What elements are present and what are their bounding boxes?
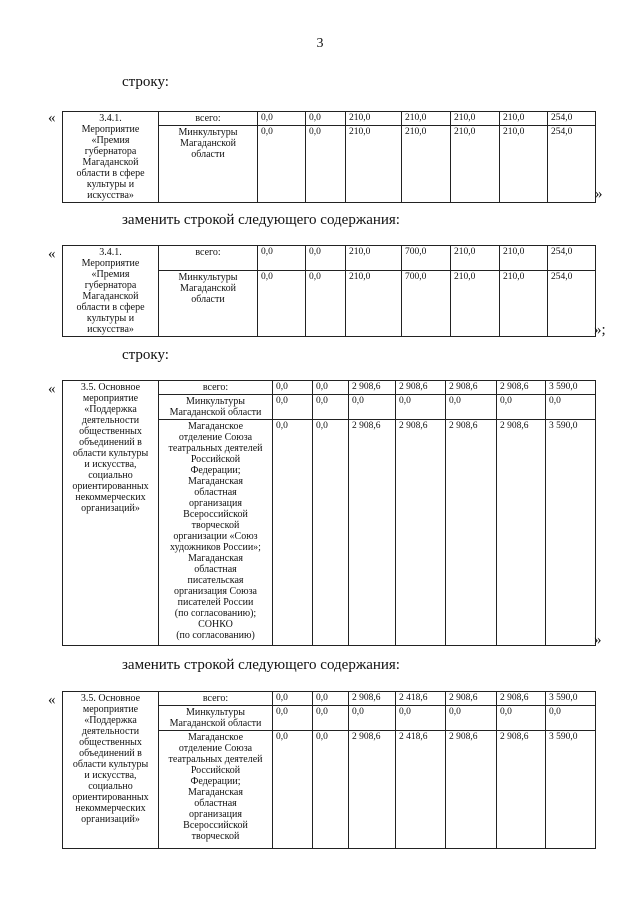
table-3-5-old (62, 380, 596, 646)
text-line: областная (194, 798, 237, 809)
value-cell: 0,0 (396, 395, 446, 420)
value-cell: 210,0 (500, 112, 548, 126)
text-line: отделение Союза (178, 432, 253, 443)
text-line: Магаданской (82, 291, 139, 302)
text-line: культуры и (86, 313, 135, 324)
table-3-5-new (62, 691, 596, 849)
text-line: ориентированных (72, 792, 149, 803)
value-cell: 0,0 (349, 395, 396, 420)
source-label (159, 395, 273, 420)
text-line: «Премия (91, 269, 130, 280)
value-cell: 210,0 (451, 246, 500, 271)
text-line: «Поддержка (84, 715, 137, 726)
text-line: творческой (191, 831, 240, 842)
text-line: 3.4.1. (99, 113, 122, 124)
source-label (159, 126, 258, 203)
text-line: 3.5. Основное (80, 382, 141, 393)
text-line: ориентированных (72, 481, 149, 492)
value-cell: 0,0 (258, 126, 306, 203)
close-quote-semicolon: »; (594, 322, 606, 338)
heading-replace-with: заменить строкой следующего содержания: (122, 657, 400, 673)
text-line: Магаданской (180, 282, 236, 294)
open-quote: « (48, 246, 56, 262)
value-cell: 2 908,6 (497, 420, 546, 646)
text-line: некоммерческих (75, 803, 146, 814)
value-cell: 0,0 (313, 420, 349, 646)
heading-replace-row: строку: (122, 347, 169, 363)
text-line: Всероссийской (183, 509, 248, 520)
text-line: писательская (187, 575, 244, 586)
text-line: Всероссийской (183, 820, 248, 831)
source-label (159, 706, 273, 731)
text-line: организация (189, 809, 242, 820)
text-line: общественных (79, 426, 142, 437)
text-line: социально (88, 470, 133, 481)
value-cell: 254,0 (548, 246, 596, 271)
text-line: всего: (202, 693, 229, 704)
table-3-4-1-new (62, 245, 596, 337)
text-line: Федерации; (190, 465, 241, 476)
text-line: мероприятие (82, 704, 139, 715)
value-cell: 0,0 (313, 706, 349, 731)
value-cell: 254,0 (548, 112, 596, 126)
text-line: области в сфере (76, 302, 145, 313)
value-cell: 0,0 (306, 246, 346, 271)
text-line: области (191, 293, 225, 305)
text-line: общественных (79, 737, 142, 748)
text-line: областная (194, 487, 237, 498)
text-line: всего: (195, 247, 221, 258)
value-cell: 0,0 (273, 706, 313, 731)
text-line: организации «Союз (173, 531, 258, 542)
value-cell: 2 908,6 (446, 692, 497, 706)
value-cell: 210,0 (500, 246, 548, 271)
value-cell: 0,0 (313, 395, 349, 420)
value-cell: 2 908,6 (497, 731, 546, 849)
value-cell: 3 590,0 (546, 381, 596, 395)
text-line: всего: (195, 113, 221, 124)
value-cell: 210,0 (500, 126, 548, 203)
value-cell: 210,0 (451, 126, 500, 203)
text-line: писателей России (177, 597, 254, 608)
value-cell: 2 908,6 (349, 381, 396, 395)
value-cell: 0,0 (273, 381, 313, 395)
text-line: Магаданской области (169, 718, 262, 729)
value-cell: 3 590,0 (546, 692, 596, 706)
open-quote: « (48, 692, 56, 708)
value-cell: 0,0 (396, 706, 446, 731)
source-label (159, 270, 258, 336)
value-cell: 2 908,6 (497, 381, 546, 395)
row-name-cell (63, 692, 159, 849)
text-line: Мероприятие (81, 124, 140, 135)
value-cell: 210,0 (346, 246, 402, 271)
text-line: деятельности (81, 415, 140, 426)
text-line: Магаданской (180, 138, 236, 150)
value-cell: 0,0 (306, 112, 346, 126)
page-number: 3 (316, 36, 324, 51)
value-cell: 0,0 (446, 706, 497, 731)
heading-replace-with: заменить строкой следующего содержания: (122, 212, 400, 228)
source-label (159, 731, 273, 849)
value-cell: 2 418,6 (396, 692, 446, 706)
text-line: области (191, 149, 225, 161)
close-quote: » (595, 186, 603, 202)
value-cell: 0,0 (446, 395, 497, 420)
value-cell: 2 908,6 (446, 381, 497, 395)
value-cell: 210,0 (500, 270, 548, 336)
source-label (159, 420, 273, 646)
value-cell: 0,0 (546, 706, 596, 731)
source-label (159, 112, 258, 126)
value-cell: 0,0 (546, 395, 596, 420)
text-line: Минкультуры (186, 707, 245, 718)
value-cell: 2 908,6 (446, 731, 497, 849)
text-line: «Премия (91, 135, 130, 146)
text-line: Магаданское (187, 732, 244, 743)
value-cell: 210,0 (346, 270, 402, 336)
text-line: организаций» (81, 503, 140, 514)
value-cell: 0,0 (258, 112, 306, 126)
text-line: Минкультуры (186, 396, 245, 407)
text-line: 3.4.1. (99, 247, 122, 258)
value-cell: 0,0 (497, 395, 546, 420)
value-cell: 0,0 (306, 126, 346, 203)
text-line: (по согласованию) (176, 630, 255, 641)
text-line: области в сфере (76, 168, 145, 179)
text-line: отделение Союза (178, 743, 253, 754)
text-line: объединений в (79, 748, 142, 759)
text-line: Магаданская (188, 787, 243, 798)
text-line: и искусства, (84, 459, 137, 470)
text-line: Магаданской (82, 157, 139, 168)
row-name-cell (63, 246, 159, 337)
value-cell: 210,0 (451, 270, 500, 336)
text-line: культуры и (86, 179, 135, 190)
value-cell: 0,0 (258, 246, 306, 271)
text-line: Федерации; (190, 776, 241, 787)
text-line: Магаданской области (169, 407, 262, 418)
source-label (159, 692, 273, 706)
value-cell: 2 908,6 (446, 420, 497, 646)
text-line: губернатора (84, 280, 137, 291)
text-line: искусства» (87, 190, 134, 201)
value-cell: 0,0 (258, 270, 306, 336)
value-cell: 210,0 (346, 126, 402, 203)
text-line: организация Союза (174, 586, 257, 597)
text-line: области культуры (72, 759, 149, 770)
text-line: Минкультуры (178, 271, 238, 283)
value-cell: 0,0 (273, 692, 313, 706)
text-line: театральных деятелей (168, 443, 263, 454)
value-cell: 2 908,6 (349, 731, 396, 849)
text-line: театральных деятелей (168, 754, 263, 765)
value-cell: 2 908,6 (396, 381, 446, 395)
text-line: творческой (191, 520, 240, 531)
value-cell: 0,0 (273, 420, 313, 646)
value-cell: 3 590,0 (546, 731, 596, 849)
close-quote: » (594, 632, 602, 648)
text-line: области культуры (72, 448, 149, 459)
value-cell: 700,0 (402, 246, 451, 271)
text-line: Магаданская (188, 476, 243, 487)
value-cell: 2 908,6 (497, 692, 546, 706)
text-line: и искусства, (84, 770, 137, 781)
value-cell: 700,0 (402, 270, 451, 336)
value-cell: 210,0 (451, 112, 500, 126)
table-3-4-1-old (62, 111, 596, 203)
text-line: деятельности (81, 726, 140, 737)
value-cell: 0,0 (313, 381, 349, 395)
text-line: всего: (202, 382, 229, 393)
open-quote: « (48, 381, 56, 397)
text-line: 3.5. Основное (80, 693, 141, 704)
source-label (159, 381, 273, 395)
value-cell: 2 908,6 (396, 420, 446, 646)
text-line: Российской (190, 454, 241, 465)
row-name-cell (63, 112, 159, 203)
text-line: СОНКО (198, 619, 233, 630)
text-line: некоммерческих (75, 492, 146, 503)
text-line: областная (194, 564, 237, 575)
value-cell: 210,0 (346, 112, 402, 126)
value-cell: 0,0 (349, 706, 396, 731)
value-cell: 0,0 (313, 731, 349, 849)
value-cell: 210,0 (402, 112, 451, 126)
value-cell: 3 590,0 (546, 420, 596, 646)
value-cell: 0,0 (497, 706, 546, 731)
value-cell: 0,0 (313, 692, 349, 706)
text-line: объединений в (79, 437, 142, 448)
source-label (159, 246, 258, 271)
text-line: организаций» (81, 814, 140, 825)
text-line: Российской (190, 765, 241, 776)
value-cell: 0,0 (273, 395, 313, 420)
value-cell: 0,0 (273, 731, 313, 849)
text-line: «Поддержка (84, 404, 137, 415)
value-cell: 2 908,6 (349, 420, 396, 646)
text-line: Минкультуры (178, 127, 238, 139)
text-line: организация (189, 498, 242, 509)
value-cell: 2 418,6 (396, 731, 446, 849)
text-line: мероприятие (82, 393, 139, 404)
text-line: художников России»; (170, 542, 261, 553)
text-line: социально (88, 781, 133, 792)
text-line: искусства» (87, 324, 134, 335)
value-cell: 254,0 (548, 126, 596, 203)
text-line: губернатора (84, 146, 137, 157)
row-name-cell (63, 381, 159, 646)
value-cell: 254,0 (548, 270, 596, 336)
text-line: (по согласованию); (174, 608, 257, 619)
value-cell: 0,0 (306, 270, 346, 336)
heading-replace-row: строку: (122, 74, 169, 90)
value-cell: 2 908,6 (349, 692, 396, 706)
text-line: Магаданское (187, 421, 244, 432)
text-line: Мероприятие (81, 258, 140, 269)
text-line: Магаданская (188, 553, 243, 564)
value-cell: 210,0 (402, 126, 451, 203)
open-quote: « (48, 110, 56, 126)
